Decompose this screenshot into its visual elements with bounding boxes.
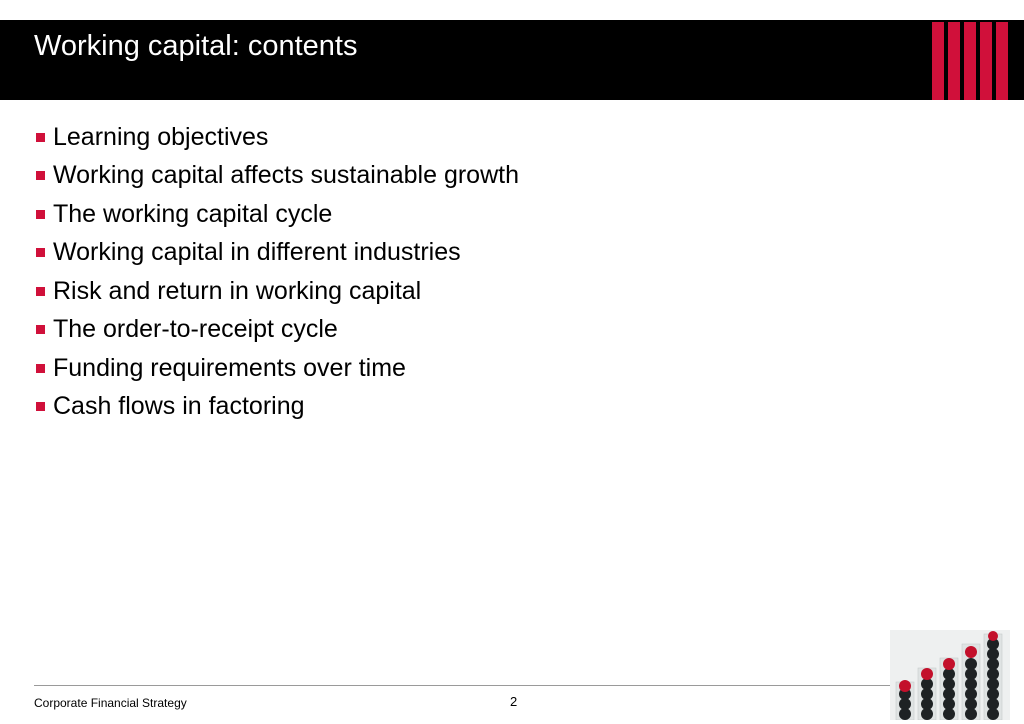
list-item: [36, 157, 519, 196]
list-item-label: Risk and return in working capital: [53, 276, 422, 305]
square-bullet-icon: [36, 364, 45, 373]
list-item: [36, 349, 519, 388]
stacked-coins-image: [890, 630, 1010, 720]
list-item-label: Funding requirements over time: [53, 353, 406, 382]
list-item-label: Cash flows in factoring: [53, 392, 305, 421]
contents-list: [36, 118, 519, 426]
stripe: [996, 22, 1008, 100]
stripe: [964, 22, 976, 100]
list-item: [36, 272, 519, 311]
list-item: [36, 118, 519, 157]
square-bullet-icon: [36, 133, 45, 142]
page-title: Working capital: contents: [34, 30, 358, 62]
list-item: [36, 234, 519, 273]
list-item-label: Working capital affects sustainable growth: [53, 161, 519, 190]
list-item: [36, 195, 519, 234]
stripe: [948, 22, 960, 100]
list-item-label: The working capital cycle: [53, 199, 333, 228]
list-item: [36, 388, 519, 427]
square-bullet-icon: [36, 171, 45, 180]
red-stripes-logo: [930, 22, 1024, 100]
list-item: [36, 311, 519, 350]
stripe: [932, 22, 944, 100]
page-number: 2: [510, 694, 518, 709]
square-bullet-icon: [36, 325, 45, 334]
list-item-label: The order-to-receipt cycle: [53, 315, 338, 344]
square-bullet-icon: [36, 210, 45, 219]
header-bar: [0, 20, 1024, 100]
stripe: [980, 22, 992, 100]
footer-course-name: Corporate Financial Strategy: [34, 696, 187, 710]
footer-divider: [34, 685, 890, 686]
square-bullet-icon: [36, 248, 45, 257]
list-item-label: Learning objectives: [53, 122, 269, 151]
square-bullet-icon: [36, 287, 45, 296]
list-item-label: Working capital in different industries: [53, 238, 461, 267]
square-bullet-icon: [36, 402, 45, 411]
